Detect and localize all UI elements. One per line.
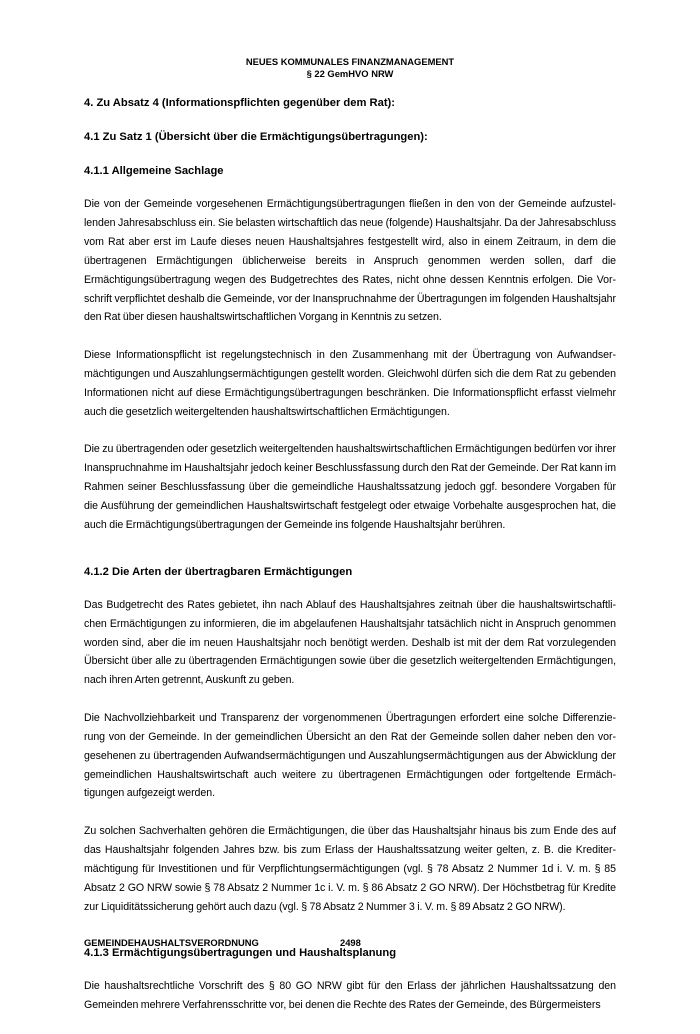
document-body (84, 96, 616, 1034)
paragraph-4-1-1-b: Diese Informationspflicht ist regelungstechnisch in den Zusammenhang mit der Übertragung von Aufwandsermächtigungen und Auszahlungsermächtigungen gestellt worden. Gleichwohl dürfen sich die dem Rat zu gebenden Informationen nicht auf diese Ermächtigungsübertragungen beschränken. Die Informationspflicht erfasst vielmehr auch die gesetzlich weitergeltenden haushaltswirtschaftlichen Ermächtigungen. (84, 348, 616, 418)
paragraph-4-1-1-c: Die zu übertragenden oder gesetzlich weitergeltenden haushaltswirtschaftlichen Ermächtigungen bedürfen vor ihrer Inanspruchnahme im Haushaltsjahr jedoch keiner Beschlussfassung durch den Rat der Gemeinde. Der Rat kann im Rahmen seiner Beschlussfassung über die gemeindliche Haushaltssatzung jedoch ggf. besondere Vorgaben für die Ausführung der gemeindlichen Haushaltswirtschaft festgelegt oder etwaige Vorbehalte ausgesprochen hat, die auch die Ermächtigungsübertragungen der Gemeinde ins folgende Haushaltsjahr berühren. (84, 443, 616, 531)
paragraph-4-1-1-a: Die von der Gemeinde vorgesehenen Ermächtigungsübertragungen fließen in den von der Gemeinde aufzustellenden Jahresabschluss ein. Sie belasten wirtschaftlich das neue (folgende) Haushaltsjahr. Da der Jahresabschluss vom Rat aber erst im Laufe dieses neuen Haushaltsjahres festgestellt wird, also in einem Zeitraum, in dem die übertragenen Ermächtigungen üblicherweise bereits in Anspruch genommen werden sollen, darf die Ermächtigungsübertragung wegen des Budgetrechtes des Rates, nicht ohne dessen Kenntnis erfolgen. Die Vorschrift verpflichtet deshalb die Gemeinde, vor der Inanspruchnahme der Übertragungen im folgenden Haushaltsjahr den Rat über diesen haushaltswirtschaftlichen Vorgang in Kenntnis zu setzen. (84, 198, 616, 324)
heading-4: 4. Zu Absatz 4 (Informationspflichten gegenüber dem Rat): (84, 97, 395, 109)
heading-4-1: 4.1 Zu Satz 1 (Übersicht über die Ermächtigungsübertragungen): (84, 131, 428, 143)
paragraph-4-1-3-a: Die haushaltsrechtliche Vorschrift des § 80 GO NRW gibt für den Erlass der jährlichen Haushaltssatzung den Gemeinden mehrere Verfahrensschritte vor, bei denen die Rechte des Rates der Gemeinde, des Bürgermeisters (84, 980, 616, 1012)
heading-4-1-3: 4.1.3 Ermächtigungsübertragungen und Haushaltsplanung (84, 947, 397, 960)
paragraph-4-1-2-b: Die Nachvollziehbarkeit und Transparenz der vorgenommenen Übertragungen erfordert eine solche Differenzierung von der Gemeinde. In der gemeindlichen Übersicht an den Rat der Gemeinde sollen daher neben den vorgesehenen zu übertragenden Aufwandsermächtigungen und Auszahlungsermächtigungen aus der Abwicklung der gemeindlichen Haushaltswirtschaft auch weitere zu übertragenen Ermächtigungen oder fortgeltende Ermächtigungen aufgezeigt werden. (84, 711, 616, 800)
paragraph-4-1-2-a: Das Budgetrecht des Rates gebietet, ihn nach Ablauf des Haushaltsjahres zeitnah über die haushaltswirtschaftlichen Ermächtigungen zu informieren, die im abgelaufenen Haushaltsjahr tatsächlich nicht in Anspruch genommen worden sind, aber die im neuen Haushaltsjahr noch benötigt werden. Deshalb ist mit der dem Rat vorzulegenden Übersicht über alle zu übertragenden Ermächtigungen sowie über die gesetzlich weitergeltenden Ermächtigungen, nach ihren Arten getrennt, Auskunft zu geben. (84, 598, 616, 687)
page-header (0, 56, 700, 79)
header-title: NEUES KOMMUNALES FINANZMANAGEMENT (245, 56, 455, 67)
header-paragraph-ref: § 22 GemHVO NRW (306, 67, 394, 79)
paragraph-4-1-2-c: Zu solchen Sachverhalten gehören die Ermächtigungen, die über das Haushaltsjahr hinaus bis zum Ende des auf das Haushaltsjahr folgenden Jahres bzw. bis zum Erlass der Haushaltssatzung weiter gelten, z. B. die Kreditermächtigung für Investitionen und für Verpflichtungsermächtigungen (vgl. § 78 Absatz 2 Nummer 1d i. V. m. § 85 Absatz 2 GO NRW sowie § 78 Absatz 2 Nummer 1c i. V. m. § 86 Absatz 2 GO NRW). Der Höchstbetrag für Kredite zur Liquiditätssicherung gehört auch dazu (vgl. § 78 Absatz 2 Nummer 3 i. V. m. § 89 Absatz 2 GO NRW). (84, 824, 616, 913)
footer-title: GEMEINDEHAUSHALTSVERORDNUNG (84, 937, 259, 948)
page-number: 2498 (340, 937, 361, 948)
heading-4-1-2: 4.1.2 Die Arten der übertragbaren Ermächtigungen (84, 565, 353, 578)
heading-4-1-1: 4.1.1 Allgemeine Sachlage (84, 165, 224, 177)
